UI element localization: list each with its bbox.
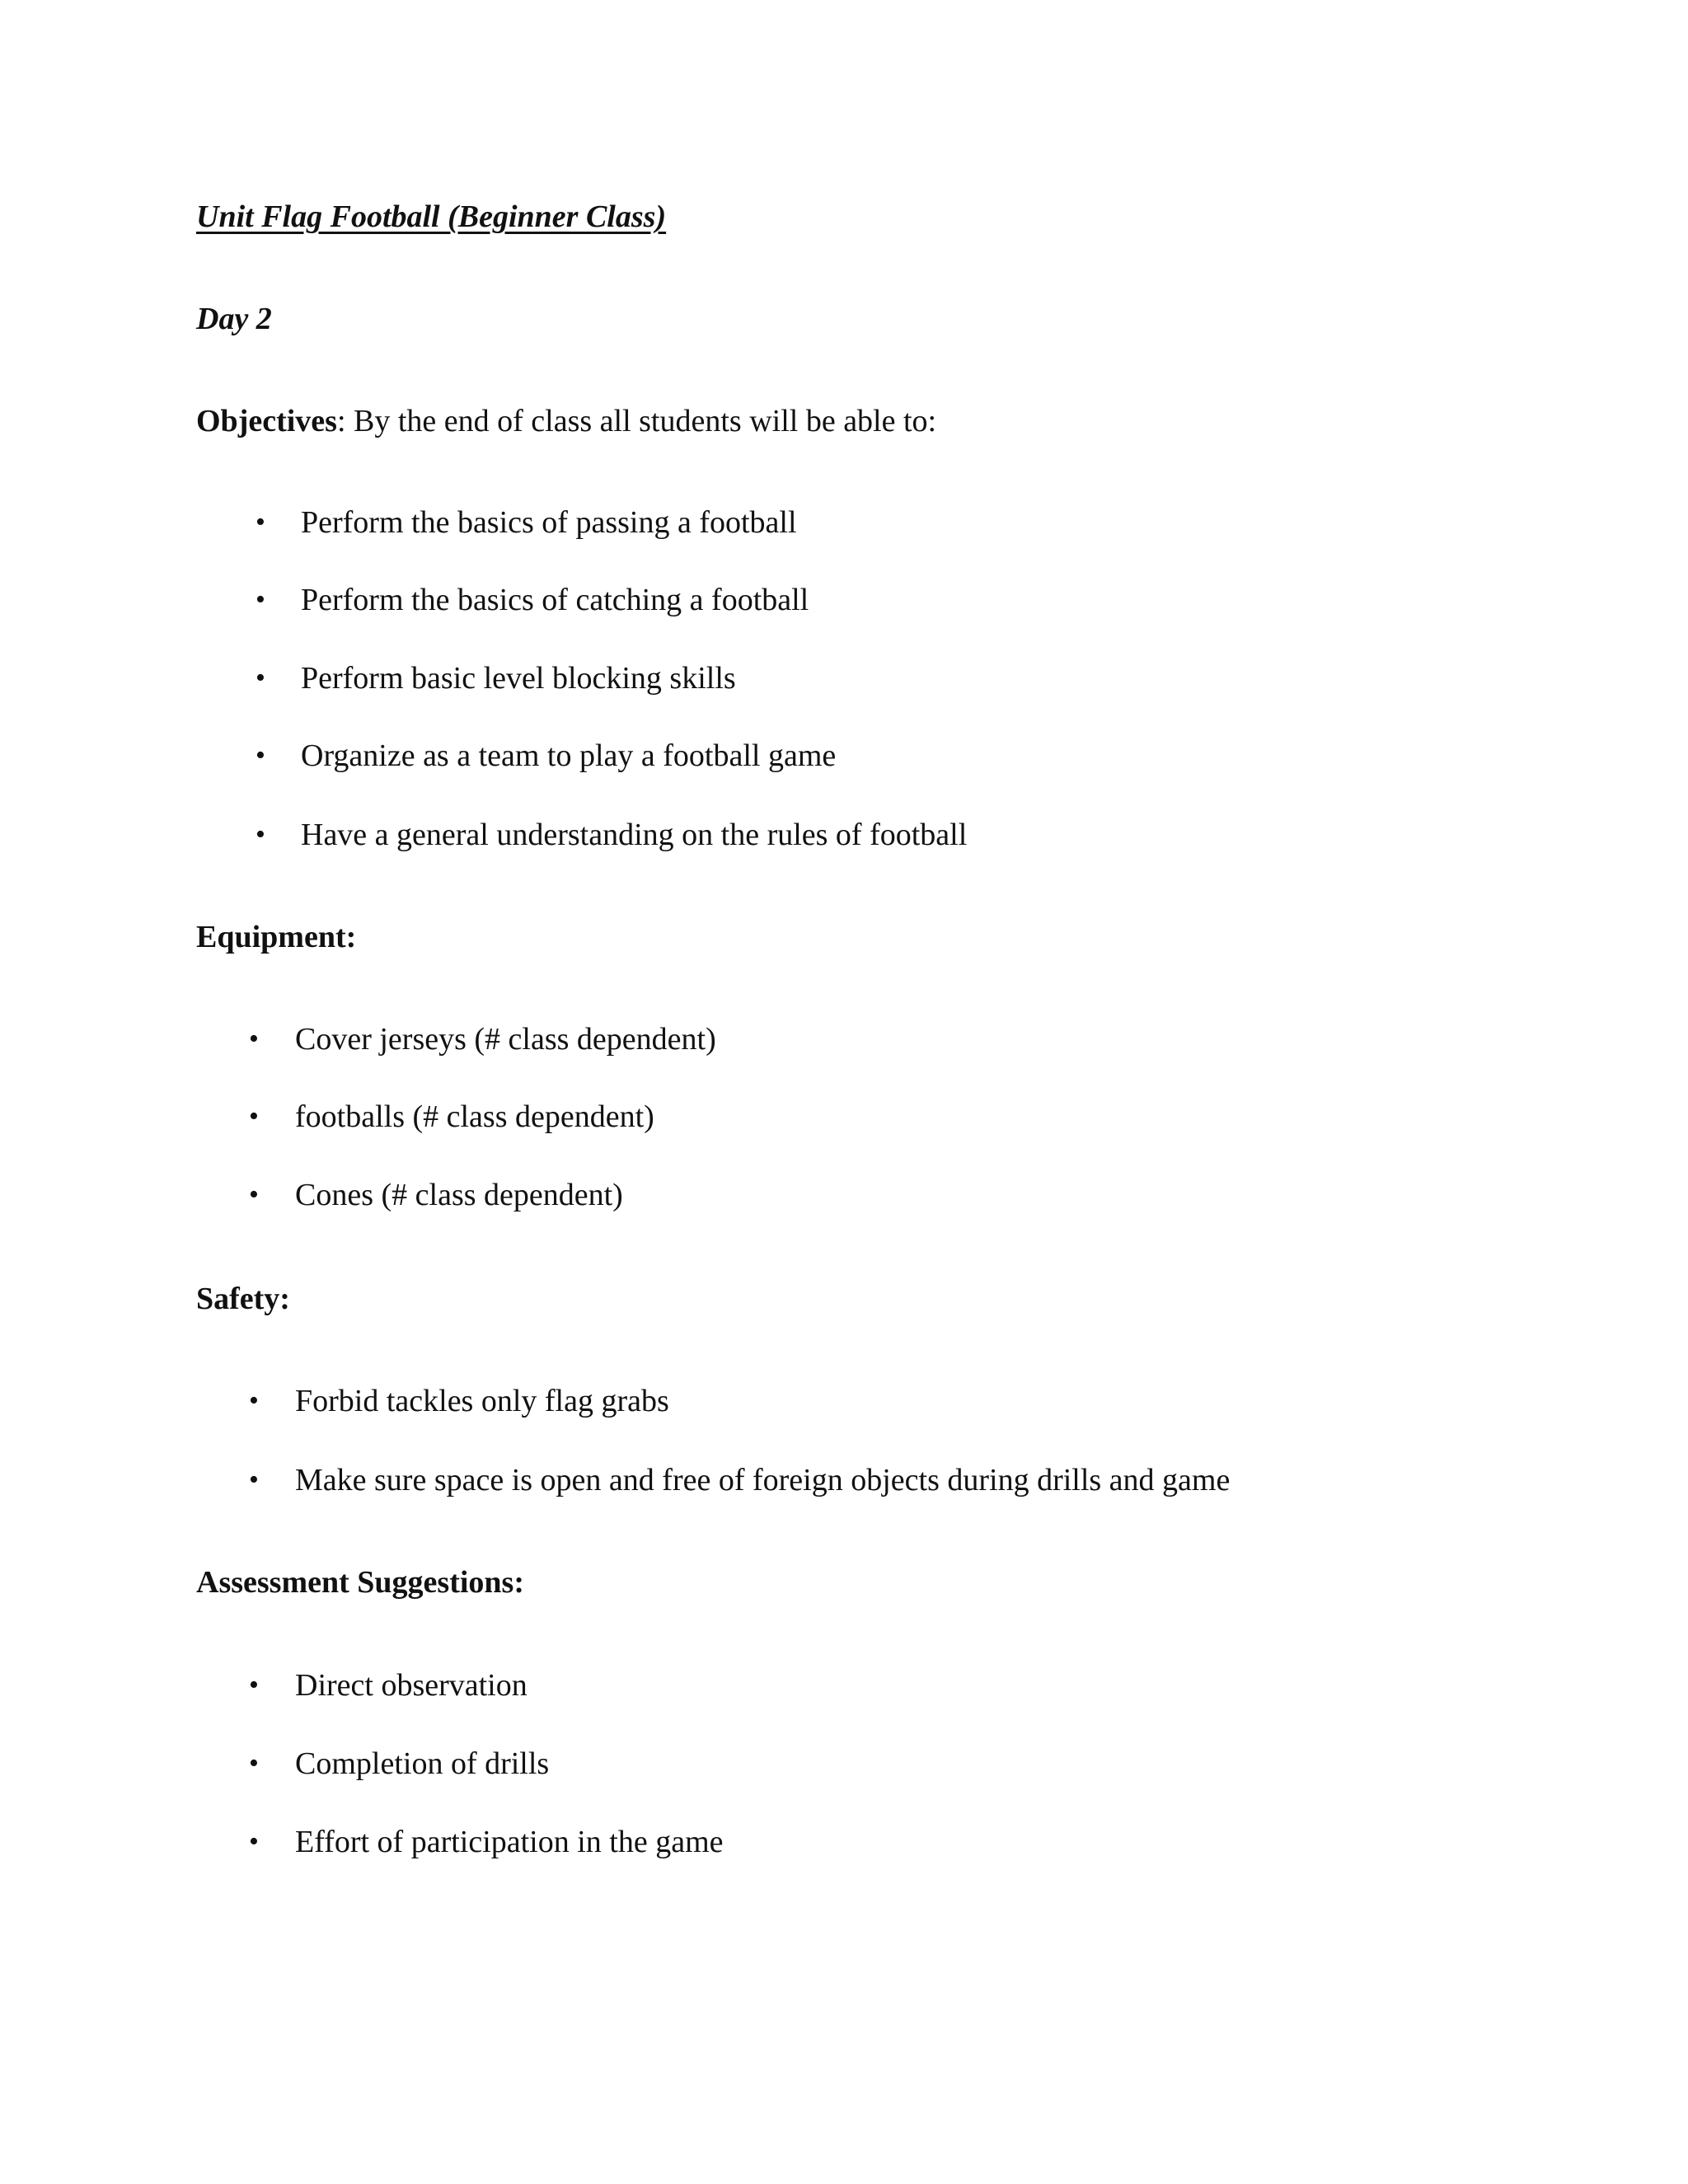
safety-item	[249, 1461, 1568, 1499]
bullet-icon: •	[249, 1670, 259, 1700]
document-title: Unit Flag Football (Beginner Class)	[196, 199, 667, 234]
safety-text: Forbid tackles only flag grabs	[295, 1384, 669, 1418]
objectives-label: Objectives	[196, 404, 337, 438]
bullet-icon: •	[256, 740, 265, 771]
equipment-text: footballs (# class dependent)	[295, 1099, 654, 1134]
objective-text: Perform the basics of passing a football	[301, 505, 797, 540]
day-label: Day 2	[196, 302, 272, 336]
bullet-icon: •	[256, 663, 265, 693]
equipment-text: Cones (# class dependent)	[295, 1178, 623, 1212]
assessment-text: Effort of participation in the game	[295, 1825, 724, 1859]
equipment-item	[249, 1176, 1568, 1214]
bullet-icon: •	[249, 1385, 259, 1416]
objective-item	[256, 816, 1574, 854]
objective-item	[256, 504, 1574, 541]
equipment-heading: Equipment:	[196, 920, 357, 954]
equipment-item	[249, 1020, 1568, 1058]
bullet-icon: •	[249, 1179, 259, 1210]
bullet-icon: •	[249, 1748, 259, 1779]
objective-text: Have a general understanding on the rules of football	[301, 818, 968, 852]
assessment-text: Completion of drills	[295, 1746, 550, 1781]
equipment-item	[249, 1098, 1568, 1136]
objective-item	[256, 581, 1574, 619]
objective-text: Perform basic level blocking skills	[301, 661, 736, 696]
objective-text: Perform the basics of catching a football	[301, 583, 809, 617]
assessment-item	[249, 1745, 1568, 1783]
objectives-statement	[196, 402, 936, 440]
safety-text: Make sure space is open and free of foreign objects during drills and game	[295, 1463, 1231, 1497]
assessment-heading: Assessment Suggestions:	[196, 1565, 524, 1600]
objective-item	[256, 737, 1574, 775]
assessment-item	[249, 1823, 1568, 1861]
assessment-item	[249, 1666, 1568, 1704]
bullet-icon: •	[249, 1024, 259, 1054]
bullet-icon: •	[256, 584, 265, 615]
bullet-icon: •	[256, 819, 265, 850]
assessment-text: Direct observation	[295, 1668, 528, 1703]
bullet-icon: •	[249, 1826, 259, 1857]
objectives-intro: : By the end of class all students will be able to:	[336, 404, 937, 438]
objective-item	[256, 659, 1574, 697]
objective-text: Organize as a team to play a football game	[301, 738, 837, 773]
bullet-icon: •	[249, 1465, 259, 1495]
bullet-icon: •	[256, 507, 265, 537]
safety-heading: Safety:	[196, 1282, 290, 1316]
equipment-text: Cover jerseys (# class dependent)	[295, 1022, 716, 1057]
safety-item	[249, 1382, 1568, 1420]
bullet-icon: •	[249, 1101, 259, 1132]
